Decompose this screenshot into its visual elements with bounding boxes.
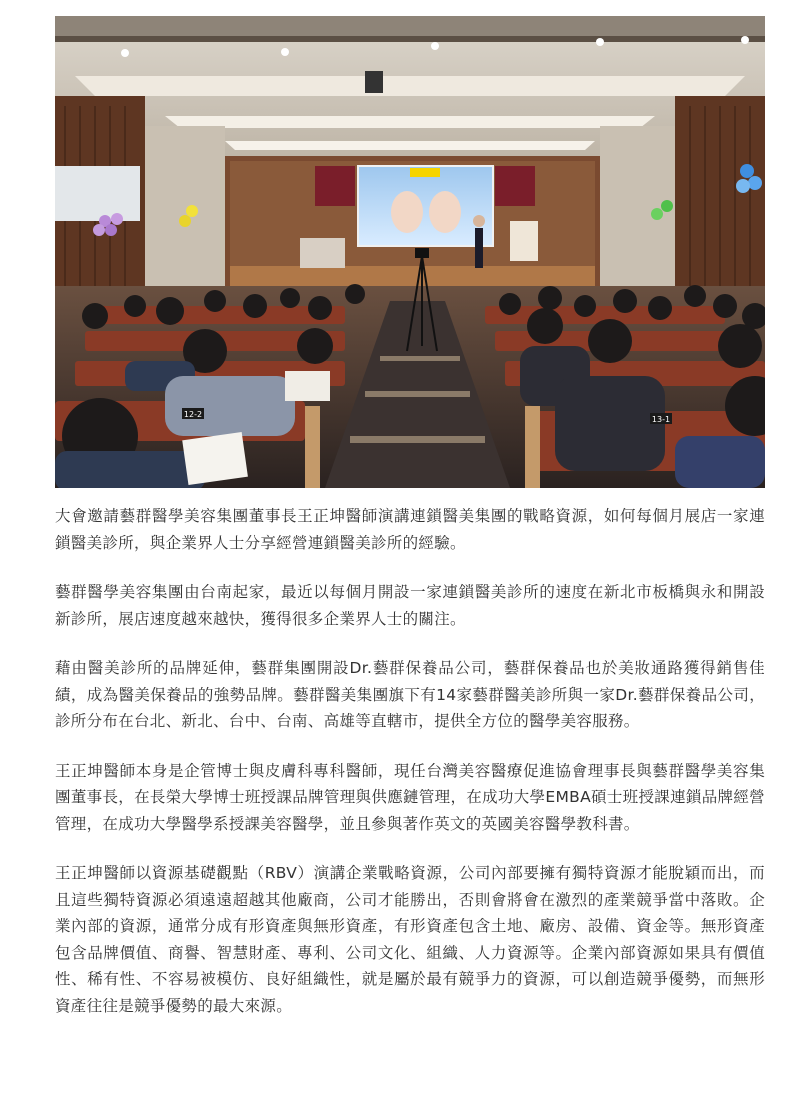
- lecture-hall-illustration: [55, 16, 765, 488]
- seat-tag-left: 12-2: [183, 410, 203, 419]
- article-paragraph-2: 藝群醫學美容集團由台南起家，最近以每個月開設一家連鎖醫美診所的速度在新北市板橋與永和開設新診所，展店速度越來越快，獲得很多企業界人士的關注。: [55, 583, 765, 628]
- article-paragraph-3: 藉由醫美診所的品牌延伸，藝群集團開設Dr.藝群保養品公司，藝群保養品也於美妝通路獲得銷售佳績，成為醫美保養品的強勢品牌。藝群醫美集團旗下有14家藝群醫美診所與一家Dr.藝群保養品公司，診所分布在台北、新北、台中、台南、高雄等直轄市，提供全方位的醫學美容服務。: [55, 659, 765, 730]
- article-paragraph-5: 王正坤醫師以資源基礎觀點（RBV）演講企業戰略資源，公司內部要擁有獨特資源才能脫穎而出，而且這些獨特資源必須遠遠超越其他廠商，公司才能勝出，否則會將會在激烈的產業競爭當中落敗。企業內部的資源，通常分成有形資產與無形資產，有形資產包含土地、廠房、設備、資金等。無形資產包含品牌價值、商譽、智慧財產、專利、公司文化、組織、人力資源等。企業內部資源如果具有價值性、稀有性、不容易被模仿、良好組織性，就是屬於最有競爭力的資源，可以創造競爭優勢，而無形資產往往是競爭優勢的最大來源。: [55, 864, 765, 1015]
- article-paragraph-4: 王正坤醫師本身是企管博士與皮膚科專科醫師，現任台灣美容醫療促進協會理事長與藝群醫學美容集團董事長，在長榮大學博士班授課品牌管理與供應鏈管理，在成功大學EMBA碩士班授課連鎖品牌經營管理，在成功大學醫學系授課美容醫學，並且參與著作英文的英國美容醫學教科書。: [55, 761, 765, 833]
- article-paragraph-1: 大會邀請藝群醫學美容集團董事長王正坤醫師演講連鎖醫美集團的戰略資源，如何每個月展店一家連鎖醫美診所，與企業界人士分享經營連鎖醫美診所的經驗。: [55, 507, 765, 552]
- seat-tag-right: 13-1: [651, 415, 671, 424]
- article-body: [55, 503, 765, 1042]
- lecture-hall-photo: [55, 16, 765, 488]
